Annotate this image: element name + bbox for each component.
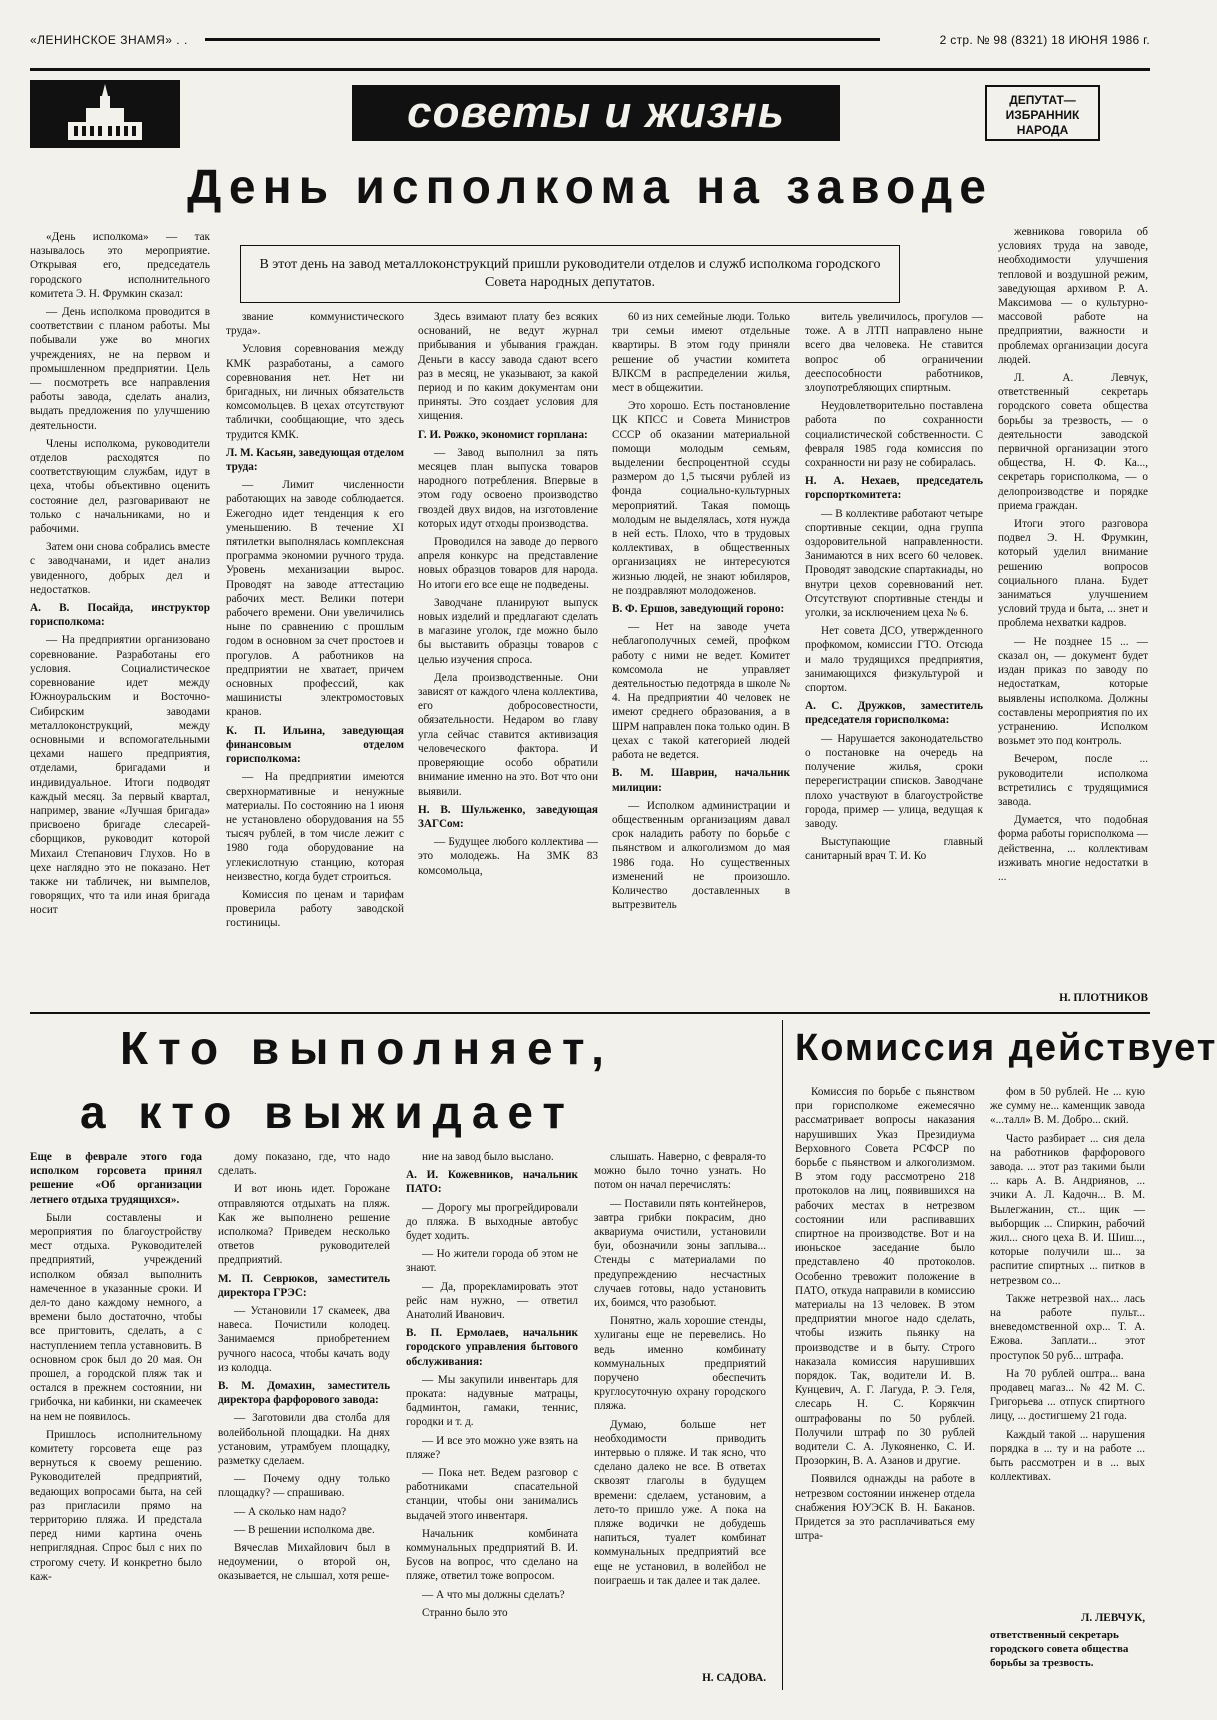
masthead <box>30 30 1150 52</box>
paragraph: — Почему одну только площадку? — спрашиваю. <box>218 1473 390 1500</box>
speaker-heading: А. И. Кожевников, начальник ПАТО: <box>406 1169 578 1196</box>
article1-column-3 <box>418 310 598 1010</box>
article2-signature: Н. САДОВА. <box>702 1672 766 1684</box>
rubric-side-label <box>985 85 1100 141</box>
paragraph: — А что мы должны сделать? <box>422 1588 565 1601</box>
paragraph: — День исполкома проводится в соответствии с планом работы. Мы побывали уже во многих учреждениях, не на первом и промышленном предприятии. Цель — посмотреть все направления работы завода, сделать анализ, выдать предложения по улучшению деятельности. <box>30 306 210 432</box>
paragraph: Выступающие главный санитарный врач Т. И. Ко <box>805 836 983 863</box>
paragraph: Условия соревнования между КМК разработаны, а самого соревнования нет. Нет ни бригадных, ни личных обязательств комсомольцев. В цехах отсутствуют таблички, сообщающие, что здесь трудится КМК. <box>226 343 404 441</box>
paragraph: — В коллективе работают четыре спортивные секции, одна группа оздоровительной направленности. Занимаются в них всего 60 человек. Проводят заводские спартакиады, но внутри цехов соревнований нет. Отсутствуют спортивные стенды и уголки, за исключением цеха № 6. <box>805 507 983 620</box>
article3-headline: Комиссия действует <box>795 1027 1217 1069</box>
article2-column-1 <box>30 1150 202 1690</box>
article1-column-5 <box>805 310 983 1010</box>
paragraph: — Завод выполнил за пять месяцев план выпуска товаров народного потребления. Впервые в этом году освоено производство гвоздей двух видов, на изготовление которых идут отходы производства. <box>418 446 598 530</box>
paragraph: Дела производственные. Они зависят от каждого члена коллектива, его добросовестности, обязательности. Недаром во главу угла сейчас ставится активизация человеческого фактора. И проверяющие особо обратили внимание именно на это. Вот что они выявили. <box>418 671 598 798</box>
speaker-heading: М. П. Севрюков, заместитель директора ГРЭС: <box>218 1272 390 1299</box>
paragraph: Итоги этого разговора подвел Э. Н. Фрумкин, который уделил внимание решению вопросов социального плана. Будет заниматься улучшением условий труда и быта, ... знет и проблема нехватки кадров. <box>998 518 1148 630</box>
paragraph: — Не позднее 15 ... — сказал он, — документ будет издан приказ по заводу по недостаткам, которые выявлены исполкома. Должны составлены мероприятия по их устранению. Исполком возьмет это под контроль. <box>998 635 1148 748</box>
paragraph: ние на завод было выслано. <box>422 1151 554 1163</box>
paragraph: витель увеличилось, прогулов — тоже. А в ЛТП направлено ныне всего два человека. Не ставится вопрос об ограничении дееспособности работников, злоупотребляющих спиртным. <box>805 311 983 395</box>
paragraph: Нет совета ДСО, утвержденного профкомом, комиссии ГТО. Отсюда и мало трудящихся предприятия, занимающихся физкультурой и спортом. <box>805 625 983 695</box>
speaker-heading: В. П. Ермолаев, начальник городского управления бытового обслуживания: <box>406 1327 578 1368</box>
article1-column-1 <box>30 230 210 1010</box>
paragraph: И вот июнь идет. Горожане отправляются отдыхать на пляж. Как же выполнено решение исполкома? Приведем несколько ответов руководителей предприятий. <box>218 1183 390 1267</box>
paragraph: Л. А. Левчук, ответственный секретарь городского совета общества борьбы за трезвость, — о деятельности заводской первичной организации этого общества, Н. Ф. Ка..., секретарь горисполкома, — о делопроизводстве и порядке приема граждан. <box>998 372 1148 512</box>
paragraph: На 70 рублей оштра... вана продавец магаз... № 42 М. С. Григорьева ... отпуск спиртного лицу, ... достигшему 21 года. <box>990 1367 1145 1423</box>
paragraph: Появился однажды на работе в нетрезвом состоянии инженер отдела снабжения ЮУЭСК В. Н. Баканов. Придется за это расплачиваться ему штра- <box>795 1473 975 1543</box>
rubric-side-line-1: ДЕПУТАТ— <box>1009 93 1076 107</box>
rubric-side-line-3: НАРОДА <box>1016 123 1069 137</box>
paragraph: 60 из них семейные люди. Только три семьи имеют отдельные квартиры. В этом году приняли решение об участии комитета ВЛКСМ в распределении жилья, мест в общежитии. <box>612 311 790 395</box>
paragraph: Каждый такой ... нарушения порядка в ... ту и на работе ... быть рассмотрен и в ... вых коллективах. <box>990 1428 1145 1484</box>
article3-column-2 <box>990 1085 1145 1605</box>
paragraph: Проводился на заводе до первого апреля конкурс на представление новых образцов товаров для народа. Но итоги его все еще не подведены. <box>418 536 598 591</box>
paragraph: Начальник комбината коммунальных предприятий В. И. Бусов на вопрос, что сделано на пляже, ответил тоже вопросом. <box>406 1527 578 1583</box>
speaker-heading: А. С. Дружков, заместитель председателя горисполкома: <box>805 700 983 727</box>
paragraph: Вячеслав Михайлович был в недоумении, о второй он, оказывается, не слышал, хотя реше- <box>218 1542 390 1583</box>
paragraph: Были составлены и мероприятия по благоустройству мест отдыха. Руководителей предприятий, учреждений исполком обязал выполнить намеченное в указанные сроки. И дел-то дано каждому немного, а времени было достаточно, чтобы все пригтовить, сделать, а с наступлением тепла уставновить. В основном срок был до 20 мая. Он прошел, а городской пляж так и остался в прежнем состоянии, ни грибочка, ни кабинки, ни скамеечек на нем не появилось. <box>30 1211 202 1423</box>
speaker-heading: В. М. Домахин, заместитель директора фарфорового завода: <box>218 1380 390 1407</box>
article1-headline: День исполкома на заводе <box>187 161 993 214</box>
paragraph: Думаю, больше нет необходимости приводить интервью о пляже. И так ясно, что сделано далеко не все. В ответах сквозят глаголы в будущем времени: сделаем, установим, а лето-то пришло уже. А пока на пляже водички не добудешь напиться, туалет комбинат коммунальных предприятий все еще не установил, в волейбол не поиграешь и так далее и так далее. <box>594 1418 766 1587</box>
speaker-heading: К. П. Ильина, заведующая финансовым отделом горисполкома: <box>226 724 404 766</box>
article1-lead: В этот день на завод металлоконструкций пришли руководители отделов и служб исполкома городского Совета народных депутатов. <box>240 245 900 303</box>
paragraph: дому показано, где, что надо сделать. <box>218 1151 390 1178</box>
paragraph: — Дорогу мы прогрейдировали до пляжа. В выходные автобус будет ходить. <box>406 1201 578 1243</box>
paragraph: Странно было это <box>422 1606 508 1619</box>
paragraph: — Нарушается законодательство о постановке на очередь на получение жилья, сроки перерегистрации списков. Заводчане плохо участвуют в благоустройстве города, пример — улица, ведущая к заводу. <box>805 732 983 830</box>
article3-column-1 <box>795 1085 975 1685</box>
paragraph: — На предприятии организовано соревнование. Разработаны его условия. Социалистическое соревнование идет между Южноуральским и Восточно-Сибирским заводами металлоконструкций, между основными и вспомогательными цехами нашего предприятия, отделами, бригадами и индивидуальное. Итоги подводят каждый месяц. За первый квартал, например, звание «Лучшая бригада» присвоено бригаде слесарей-сборщиков, руководит которой Михаил Степанович Глухов. Но в цехе наглядно это не показано. Нет также ни табличек, ни вымпелов, говорящих, что та или иная бригада носит <box>30 634 210 917</box>
paper-title: «ЛЕНИНСКОЕ ЗНАМЯ» . . <box>30 33 188 47</box>
paragraph: Также нетрезвой нах... лась на работе пульт... вневедомственной охр... Т. А. Ежова. Заплати... этот проступок 50 руб... штрафа. <box>990 1292 1145 1362</box>
article1-signature: Н. ПЛОТНИКОВ <box>1059 992 1148 1004</box>
paragraph: — А сколько нам надо? <box>234 1505 347 1518</box>
rubric-side-line-2: ИЗБРАННИК <box>1005 108 1080 122</box>
speaker-heading: Н. А. Нехаев, председатель горспорткомитета: <box>805 475 983 502</box>
paragraph: «День исполкома» — так называлось это мероприятие. Открывая его, председатель городского исполнительного комитета Э. Н. Фрумкин сказал: <box>30 231 210 300</box>
article3-signature-name: Л. ЛЕВЧУК, <box>1081 1612 1145 1624</box>
paragraph: слышать. Наверно, с февраля-то можно было точно узнать. Но потом он начал перечислять: <box>594 1151 766 1192</box>
paragraph: — Установили 17 скамеек, два навеса. Почистили колодец. Занимаемся приобретением ручного насоса, чтобы качать воду из колодца. <box>218 1305 390 1374</box>
paragraph: Часто разбирает ... сия дела на работников фарфорового завода. ... этот раз такими были ... карь А. В. Андриянов, ... зчики А. Л. Кадочн... В. М. Вылегжанин, ст... щик — выборщик ... Спиркин, рабочий жил... сного цеха В. И. Шиш..., которые получили ш... за распитие спиртных ... питков в нетрезвом со... <box>990 1132 1145 1287</box>
article1-column-4 <box>612 310 790 1010</box>
paragraph: — В решении исполкома две. <box>234 1523 375 1536</box>
paragraph: — На предприятии имеются сверхнормативные и ненужные материалы. По состоянию на 1 июня не установлено оборудования на 55 тысяч рублей, в том числе лежит с 1980 года оборудование на углекислотную станцию, которая неизвестно, когда будет строиться. <box>226 771 404 883</box>
column-divider <box>782 1020 783 1690</box>
speaker-heading: В. Ф. Ершов, заведующий гороно: <box>612 603 785 616</box>
paragraph: — Исполком администрации и общественным организациям давал срок наладить работу по борьбе с пьянством и алкоголизмом до мая 1986 года. Но существенных изменений не произошло. Количество доставленных в вытрезвитель <box>612 799 790 912</box>
paragraph: — Мы закупили инвентарь для проката: надувные матрацы, бадминтон, гамаки, теннис, городки и т. д. <box>406 1373 578 1429</box>
speaker-heading: Н. В. Шульженко, заведующая ЗАГСом: <box>418 803 598 830</box>
paragraph: фом в 50 рублей. Не ... кую же сумму не... каменщик завода «...талл» В. М. Добро... ский. <box>990 1086 1145 1127</box>
speaker-heading: В. М. Шаврин, начальник милиции: <box>612 767 790 794</box>
paragraph: — Поставили пять контейнеров, завтра грибки покрасим, дно аквариума очистили, установили буи, обозначили зоны заплыва... Стенды с материалами по предупреждению несчастных случаев готовы, надо установить их, боимся, что разобьют. <box>594 1197 766 1310</box>
lead-paragraph: Еще в феврале этого года исполком горсовета принял решение «Об организации летнего отдыха трудящихся». <box>30 1151 202 1206</box>
paragraph: Заводчане планируют выпуск новых изделий и предлагают сделать в магазине уголок, где можно было бы выставить образцы товаров с целью изучения спроса. <box>418 596 598 666</box>
article2-column-3 <box>406 1150 578 1690</box>
article1-column-2 <box>226 310 404 1010</box>
paragraph: — Но жители города об этом не знают. <box>406 1248 578 1275</box>
paragraph: — Пока нет. Ведем разговор с работниками спасательной станции, чтобы они занимались выдачей этого инвентаря. <box>406 1467 578 1522</box>
issue-info: 2 стр. № 98 (8321) 18 ИЮНЯ 1986 г. <box>939 33 1150 47</box>
paragraph: Понятно, жаль хорошие стенды, хулиганы еще не перевелись. Но ведь именно комбинату коммунальных предприятий поручено обеспечить круглосуточную охрану городского пляжа. <box>594 1315 766 1413</box>
soviet-building-logo <box>30 80 180 148</box>
paragraph: Это хорошо. Есть постановление ЦК КПСС и Совета Министров СССР об оказании материальной помощи молодым семьям, выделении беспроцентной ссуды размером до 1,5 тысячи рублей из фонда социально-культурных мероприятий. Такая помощь молодым не выделялась, хотя нужда в ней есть. Плохо, что в трудовых коллективах, в общественных организациях не интересуются жизнью людей, не знают юбиляров, не поздравляют молодоженов. <box>612 400 790 597</box>
paragraph: Пришлось исполнительному комитету горсовета еще раз вернуться к своему решению. Руководителей предприятий, ведающих вопросами быта, на сей раз пригласили прямо на территорию пляжа. И предстала перед ними картина очень неприглядная. Спрос был с них по строгому счету. И конкретно было каж- <box>30 1428 202 1583</box>
paragraph: Вечером, после ... руководители исполкома встретились с трудящимися завода. <box>998 753 1148 808</box>
speaker-heading: А. В. Посайда, инструктор горисполкома: <box>30 602 210 629</box>
paragraph: Члены исполкома, руководители отделов расходятся по соответствующим службам, идут в цеха, чтобы объективно оценить состояние дел, разговаривают не только с начальниками, но и рабочими. <box>30 437 210 536</box>
paragraph: жевникова говорила об условиях труда на заводе, необходимости улучшения тепловой и воздушной режим, заведующая архивом Р. А. Максимова — о культурно-массовой работе на предприятии, важности и проблемах организации досуга людей. <box>998 226 1148 366</box>
paragraph: Комиссия по борьбе с пьянством при горисполкоме ежемесячно рассматривает вопросы наказания нарушивших Указ Президиума Верховного Совета РСФСР по борьбе с пьянством и алкоголизмом. В этом году рассмотрено 218 протоколов на лиц, появившихся на рабочих местах в нетрезвом состоянии или распивавших спиртное на производстве. Вот и на июньское заседание было представлено 40 протоколов. Особенно тревожит положение в ПАТО, откуда направили в комиссию материалы на 13 человек. В этом предприятии многое надо сделать, чтобы изжить пьянку на производстве и в быту. Строго наказала комиссия нарушивших порядок. Так, водители И. В. Кунцевич, А. Г. Лагуда, Р. Э. Геля, слесарь Н. С. Корякчин оштрафованы по 50 рублей. Получили штраф по 30 рублей водители С. А. Лукояненко, С. И. Прозоркин, В. А. Азанов и другие. <box>795 1086 975 1468</box>
paragraph: Неудовлетворительно поставлена работа по сохранности социалистической собственности. С февраля 1985 года комиссия по сохранности ни разу не собиралась. <box>805 400 983 470</box>
masthead-rule <box>205 38 880 41</box>
paragraph: — Заготовили два столба для волейбольной площадки. На днях установим, утрамбуем площадку, разметку сделаем. <box>218 1412 390 1468</box>
article2-headline-line-2: а кто выжидает <box>80 1086 575 1138</box>
paragraph: Затем они снова собрались вместе с заводчанами, и идет анализ увиденного, добрых дел и недостатков. <box>30 541 210 596</box>
section-divider <box>30 1012 1150 1014</box>
article3-signature-role: ответственный секретарь городского совета общества борьбы за трезвость. <box>990 1629 1129 1669</box>
paragraph: звание коммунистического труда». <box>226 311 404 338</box>
paragraph: Комиссия по ценам и тарифам проверила работу заводской гостиницы. <box>226 888 404 930</box>
paragraph: — Да, прорекламировать этот рейс нам нужно, — ответил Анатолий Иванович. <box>406 1280 578 1322</box>
paragraph: — Нет на заводе учета неблагополучных семей, профком работу с ними не ведет. Комитет комсомола не управляет деятельностью педотряда в школе № 4. На предприятии 40 человек не имеют среднего образования, а в ШРМ направлен пока только один. В цехах с такой категорией людей работа не ведется. <box>612 621 790 762</box>
paragraph: Думается, что подобная форма работы горисполкома — действенна, ... коллективам изживать многие недостатки в ... <box>998 814 1148 883</box>
rubric-title: советы и жизнь <box>352 85 840 141</box>
speaker-heading: Г. И. Рожко, экономист горплана: <box>418 428 588 441</box>
paragraph: — Лимит численности работающих на заводе соблюдается. Ежегодно идет тенденция к его уменьшению. В течение XI пятилетки выполнялась комплексная программа экономии ручного труда. Уровень механизации вырос. Проводят на заводе аттестацию рабочих мест. Велики потери рабочего времени. Они увеличились ныне по сравнению с прошлым годом в основном за счет простоев и прогулов. А работников на предприятии не хватает, причем основных профессий, как машинисты электромостовых кранов. <box>226 479 404 719</box>
article2-headline-line-1: Кто выполняет, <box>120 1022 614 1074</box>
paragraph: — И все это можно уже взять на пляже? <box>406 1434 578 1461</box>
speaker-heading: Л. М. Касьян, заведующая отделом труда: <box>226 446 404 474</box>
article2-column-4 <box>594 1150 766 1665</box>
article2-column-2 <box>218 1150 390 1690</box>
paragraph: Здесь взимают плату без всяких оснований, не ведут журнал прибывания и убывания граждан. Деньги в кассу завода сдают всего раз в месяц, не указывают, за какой период и по каким документам они приняты. Это создает условия для хищения. <box>418 311 598 423</box>
paragraph: — Будущее любого коллектива — это молодежь. На ЗМК 83 комсомольца, <box>418 836 598 877</box>
article1-column-6 <box>998 225 1148 985</box>
